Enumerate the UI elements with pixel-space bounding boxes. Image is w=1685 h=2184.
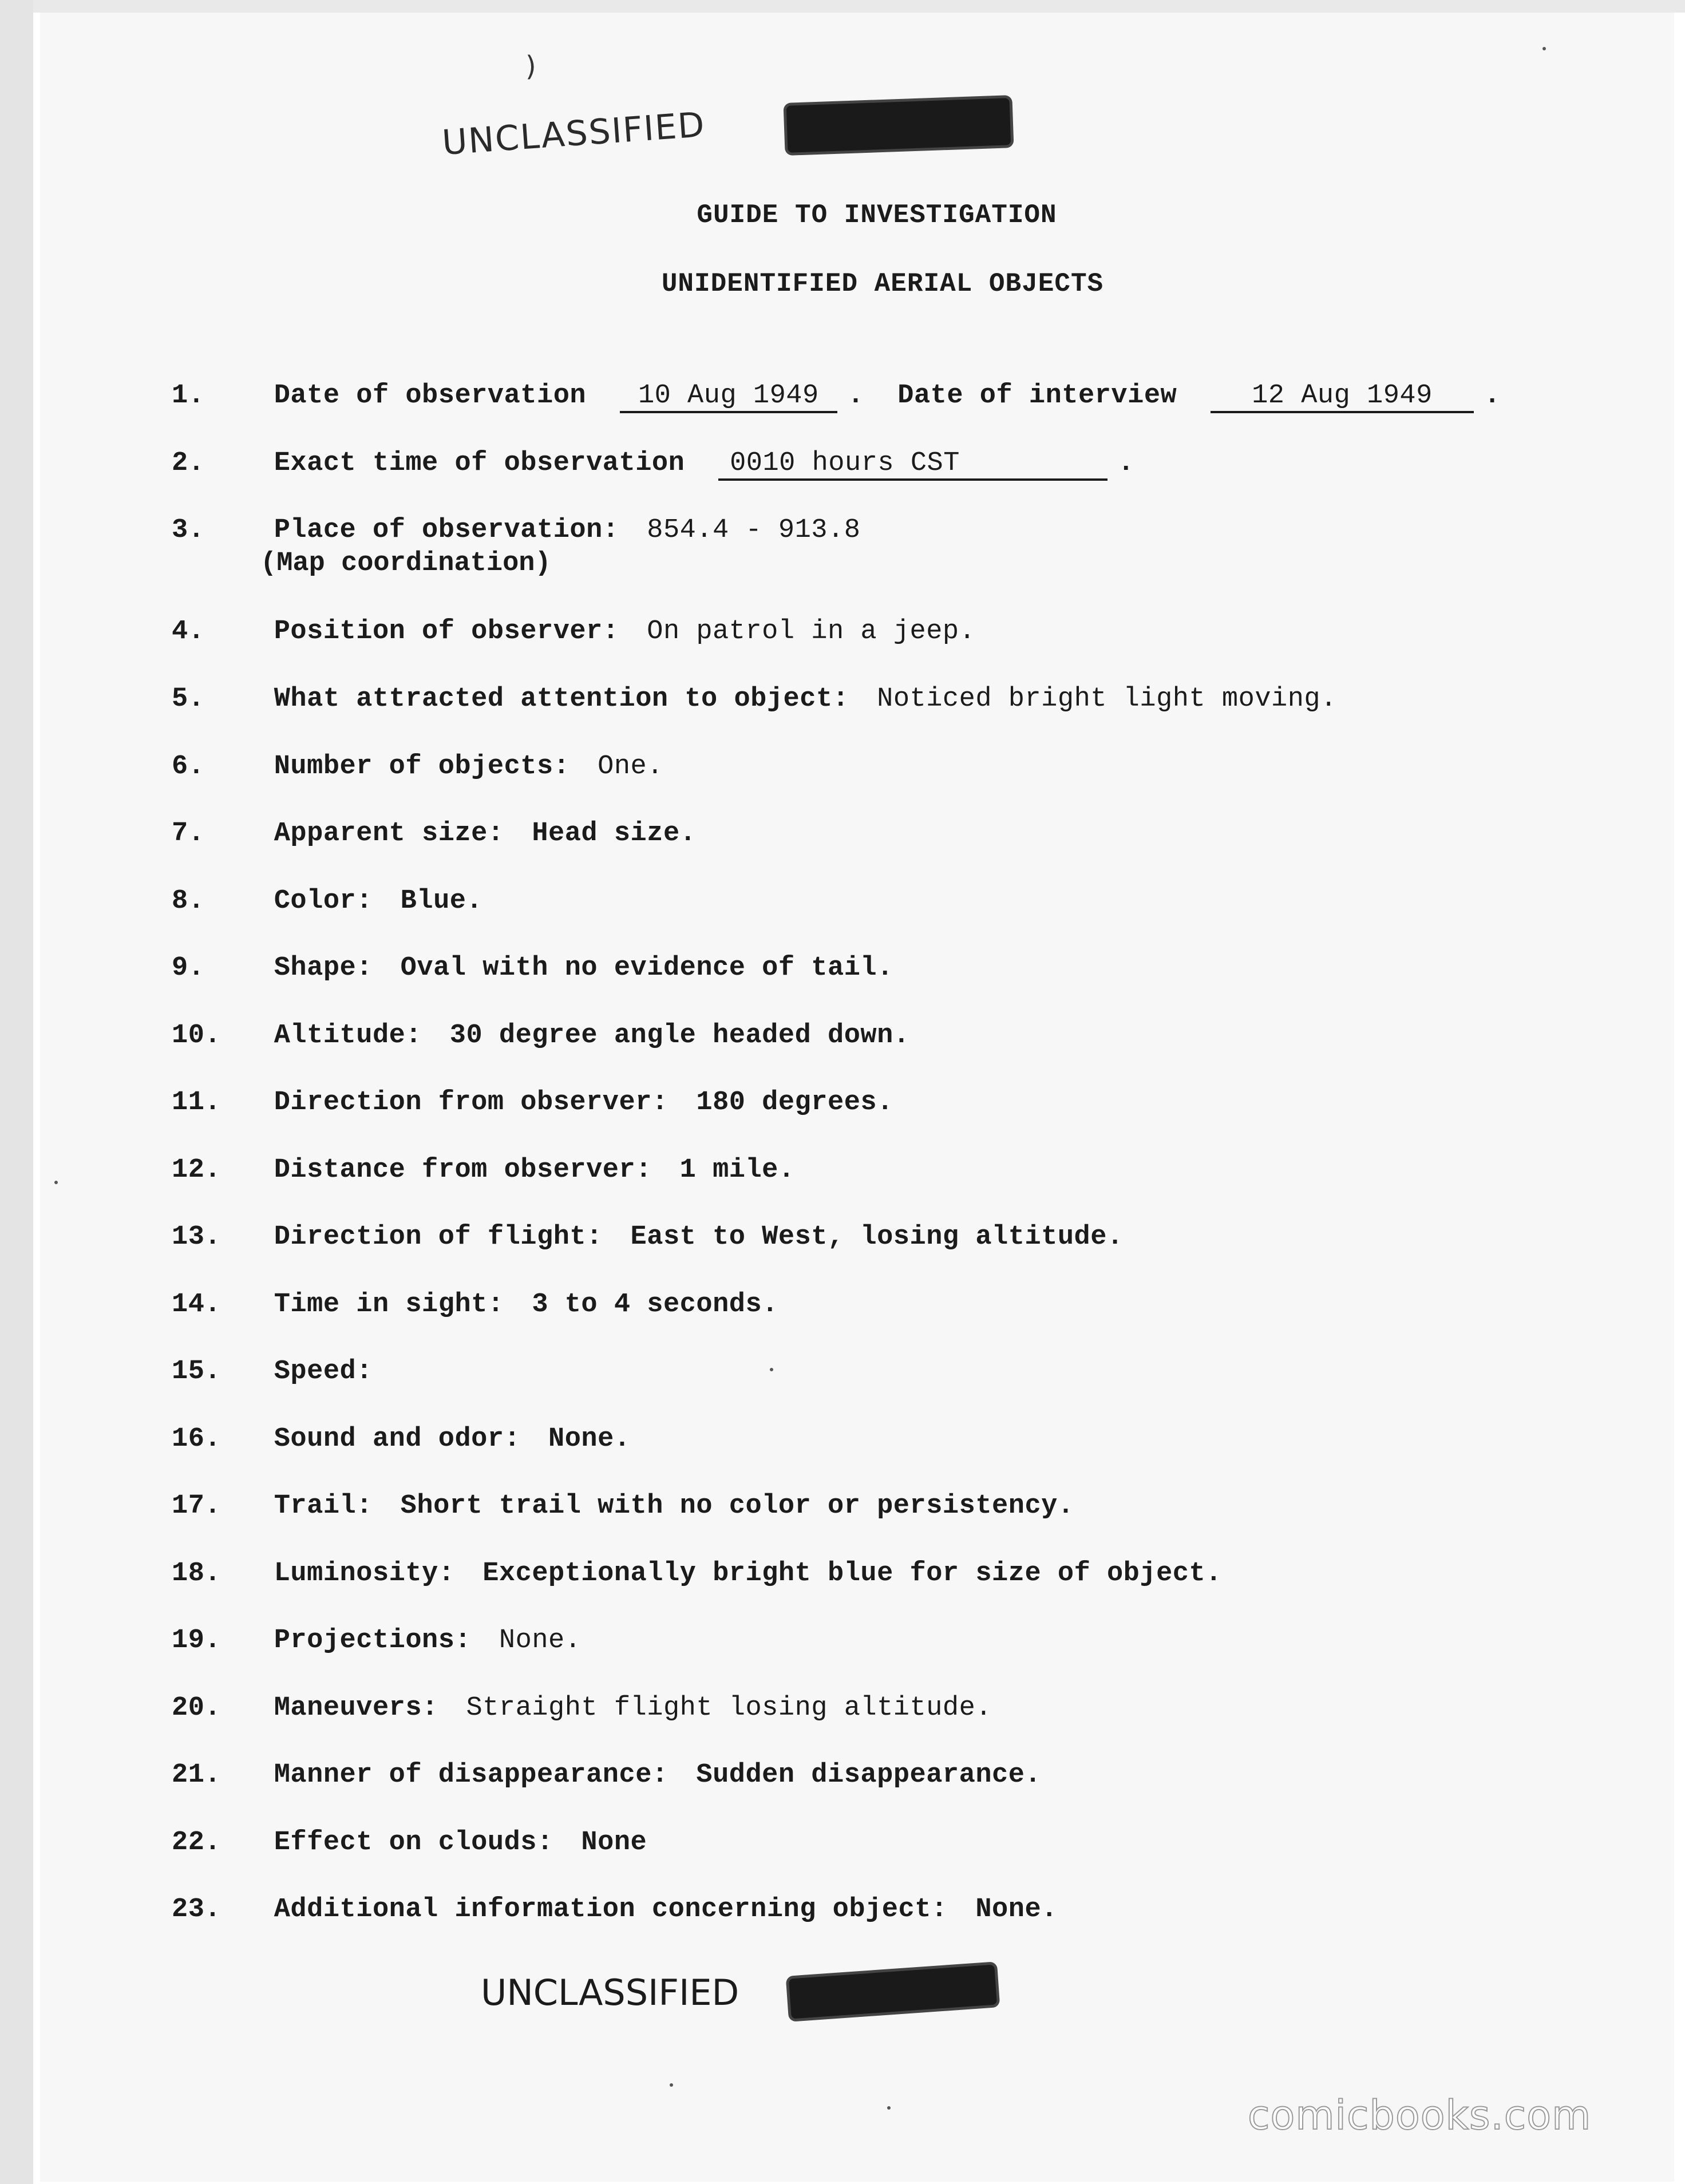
item-number: 6. (172, 751, 205, 782)
form-item-2: 2. Exact time of observation 0010 hours CST . (172, 448, 1134, 481)
form-item-3 (172, 515, 860, 545)
form-item-5 (172, 684, 1337, 714)
item-label: Luminosity: (274, 1558, 455, 1589)
observation-time-value: 0010 hours CST (718, 448, 1107, 481)
document-title: GUIDE TO INVESTIGATION (697, 200, 1057, 230)
item-value: Head size. (532, 818, 697, 849)
item-value: None. (975, 1894, 1058, 1925)
item-value: Noticed bright light moving. (877, 684, 1337, 714)
item-number: 10. (172, 1020, 221, 1051)
form-item-12 (172, 1155, 795, 1185)
item-label: Time in sight: (274, 1289, 504, 1320)
form-item-17 (172, 1491, 1074, 1521)
item-number: 9. (172, 953, 205, 983)
form-item-15 (172, 1356, 384, 1387)
observation-date-value: 10 Aug 1949 (620, 381, 837, 413)
redaction-block-top (786, 98, 1011, 153)
item-label: Number of objects: (274, 751, 570, 782)
item-number: 18. (172, 1558, 221, 1589)
scan-speck (887, 2106, 891, 2110)
item-value: On patrol in a jeep. (647, 616, 976, 647)
map-coordination-note: (Map coordination) (260, 548, 551, 579)
item-label: Shape: (274, 953, 373, 983)
item-label: Place of observation: (274, 515, 619, 545)
item-number: 19. (172, 1625, 221, 1656)
item-value: 3 to 4 seconds. (532, 1289, 778, 1320)
item-label: Distance from observer: (274, 1155, 652, 1185)
item-number: 2. (172, 448, 205, 478)
item-number: 14. (172, 1289, 221, 1320)
scan-speck (54, 1181, 58, 1184)
item-value: Short trail with no color or persistency. (400, 1491, 1074, 1521)
document-subtitle: UNIDENTIFIED AERIAL OBJECTS (661, 269, 1104, 299)
item-label: Position of observer: (274, 616, 619, 647)
scan-left-edge (0, 0, 33, 2184)
item-value: East to West, losing altitude. (630, 1222, 1124, 1252)
item-label: Direction from observer: (274, 1087, 669, 1118)
item-label: Manner of disappearance: (274, 1760, 669, 1790)
form-item-23 (172, 1894, 1058, 1925)
item-number: 17. (172, 1491, 221, 1521)
form-item-13 (172, 1222, 1124, 1252)
form-item-10 (172, 1020, 910, 1051)
item-label: Direction of flight: (274, 1222, 603, 1252)
form-item-19 (172, 1625, 581, 1656)
item-label: Exact time of observation (274, 448, 685, 478)
item-value: One. (598, 751, 663, 782)
item-value: Oval with no evidence of tail. (400, 953, 893, 983)
item-label: What attracted attention to object: (274, 684, 849, 714)
form-item-1: 1. Date of observation 10 Aug 1949 . Date of interview 12 Aug 1949 . (172, 381, 1501, 413)
pen-mark: ) (525, 50, 536, 82)
form-item-21 (172, 1760, 1041, 1790)
interview-date-value: 12 Aug 1949 (1211, 381, 1474, 413)
item-label: Altitude: (274, 1020, 422, 1051)
item-label-2: Date of interview (897, 381, 1177, 411)
form-item-14 (172, 1289, 778, 1320)
item-number: 20. (172, 1693, 221, 1723)
unclassified-stamp-top: UNCLASSIFIED (441, 105, 707, 163)
item-number: 23. (172, 1894, 221, 1925)
item-label: Effect on clouds: (274, 1827, 553, 1858)
item-number: 4. (172, 616, 205, 647)
item-value: Exceptionally bright blue for size of object. (482, 1558, 1222, 1589)
item-number: 1. (172, 381, 205, 411)
item-label: Sound and odor: (274, 1424, 521, 1454)
source-watermark: comicbooks.com (1248, 2092, 1592, 2139)
item-number: 16. (172, 1424, 221, 1454)
item-number: 8. (172, 886, 205, 916)
form-item-22 (172, 1827, 647, 1858)
form-item-18 (172, 1558, 1222, 1589)
unclassified-stamp-bottom: UNCLASSIFIED (481, 1972, 739, 2013)
item-value: None (581, 1827, 647, 1858)
item-label: Color: (274, 886, 373, 916)
item-label: Trail: (274, 1491, 373, 1521)
form-item-16 (172, 1424, 631, 1454)
item-label: Maneuvers: (274, 1693, 438, 1723)
form-item-20 (172, 1693, 992, 1723)
item-value: Straight flight losing altitude. (466, 1693, 992, 1723)
item-label: Additional information concerning object: (274, 1894, 948, 1925)
scan-top-edge (0, 0, 1685, 13)
form-item-4 (172, 616, 975, 647)
item-number: 11. (172, 1087, 221, 1118)
item-label: Date of observation (274, 381, 587, 411)
item-number: 21. (172, 1760, 221, 1790)
item-label: Speed: (274, 1356, 373, 1387)
scan-speck (770, 1368, 773, 1371)
item-value: 180 degrees. (696, 1087, 893, 1118)
item-number: 15. (172, 1356, 221, 1387)
item-value: Sudden disappearance. (696, 1760, 1042, 1790)
item-value: 30 degree angle headed down. (449, 1020, 910, 1051)
scan-speck (1542, 47, 1546, 50)
form-item-8 (172, 886, 482, 916)
form-item-9 (172, 953, 893, 983)
item-label: Projections: (274, 1625, 472, 1656)
item-number: 12. (172, 1155, 221, 1185)
form-item-7 (172, 818, 696, 849)
form-item-6 (172, 751, 663, 782)
scan-speck (670, 2083, 673, 2087)
form-item-11 (172, 1087, 893, 1118)
item-value: 854.4 - 913.8 (647, 515, 861, 545)
item-number: 22. (172, 1827, 221, 1858)
item-value: Blue. (400, 886, 483, 916)
item-number: 3. (172, 515, 205, 545)
item-label: Apparent size: (274, 818, 504, 849)
item-value: None. (499, 1625, 582, 1656)
item-value: None. (548, 1424, 631, 1454)
item-value: 1 mile. (679, 1155, 795, 1185)
item-number: 5. (172, 684, 205, 714)
item-number: 13. (172, 1222, 221, 1252)
item-number: 7. (172, 818, 205, 849)
